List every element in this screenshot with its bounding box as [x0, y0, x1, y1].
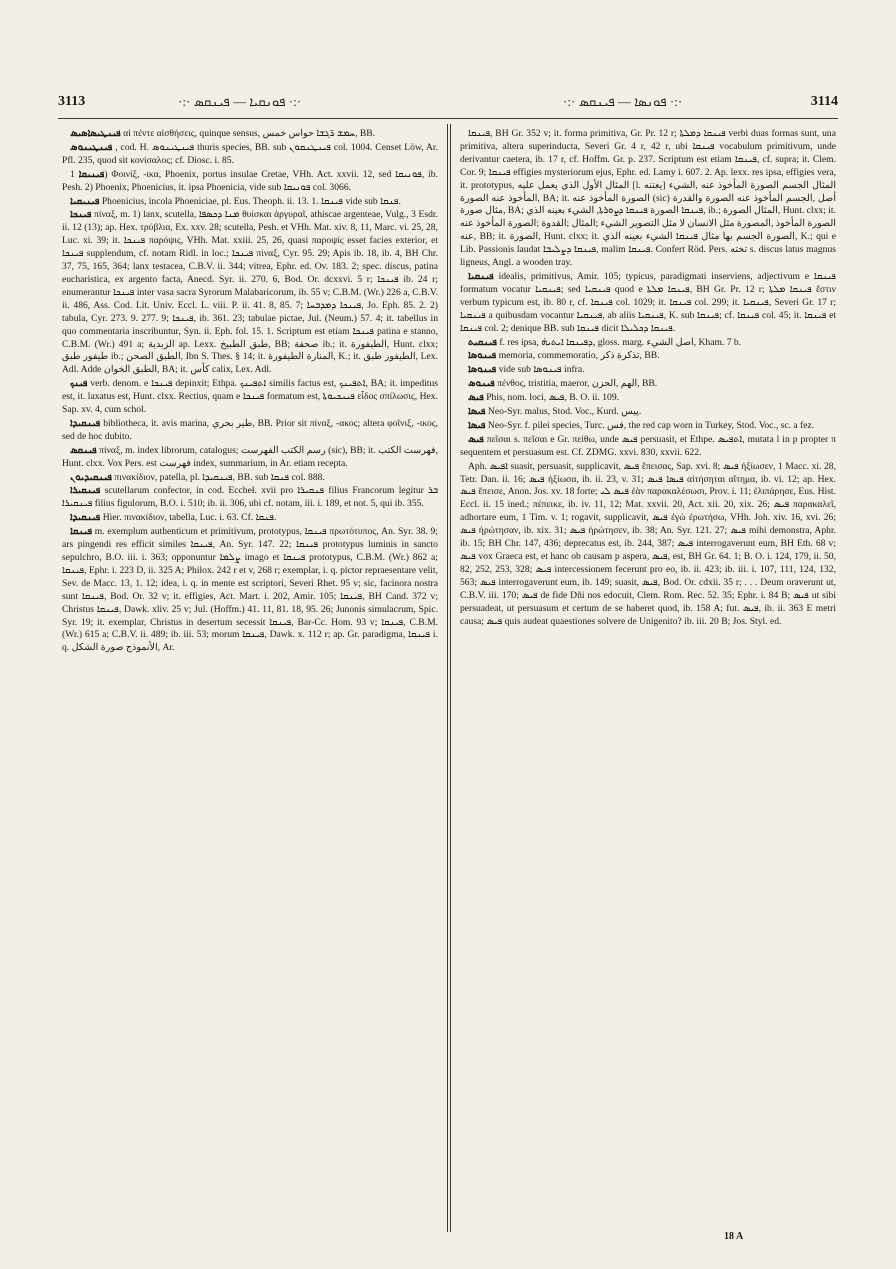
entry-headword: ܦܝܢܟܐ [70, 209, 92, 221]
dictionary-entry [460, 406, 836, 419]
dictionary-entry [460, 420, 836, 433]
entry-text: verb. denom. e ܦܝܢܟܐ depinxit; Ethpa. ܐܬܦܝܢܟ similis factus est, ܐܬܦܝܢܟ, BA; it. impeditus est, it. laxatus est, Hunt. clxx. Rectius, quam e ܦܝܢܟܐ formatum est, ܦܝܢܟܝܘܬܐ εἶδος σπίλωσις, Hex. Sap. xv. 4, cum schol. [62, 378, 438, 416]
dictionary-entry [62, 485, 438, 511]
dictionary-entry [62, 512, 438, 525]
dictionary-entry [62, 445, 438, 471]
signature-mark: 18 A [724, 1231, 744, 1242]
entry-text: Hier. πινακίδιον, tabella, Luc. i. 63. Cf. ܦܢܩܐ. [102, 512, 277, 524]
entry-text: πίναξ, m. 1) lanx, scutella, ܡܢܐ ܕܟܣܦܐ θυίσκαι ἀργυραῖ, athiscae argenteae, Vulg., 3 Esdr. ii. 12 (13); ap. Hex. τρύβλια, Ex. xxv. 28; scutella, Pesh. et VHh. Mat. xiv. 8, 11, Marc. vi. 25, 28, Luc. xi. 39; it. ܦܝܢܟܐ παρόψις, VHh. Mat. xxiii. 25, 26, quasi παροψίς esset facies exterior, et ܦܝܢܟܐ supplendum, cf. notam Ridl. in loc.; ܦܝܢܟܐ πίναξ, Cyr. 95. 29; Apis ib. 18, ib. 4, BH Chr. 37, 75, 165, 364; lanx testacea, C.B.V. ii. 344; vitrea, Ephr. ed. Ov. 183. 2; spec. discus, patina eucharistica, ex argento facta, Anecd. Syr. ii. 270. 6, Bod. Or. dcxxvi. 5 r; ܦܝܢܟܐ ib. 24 r; enumerantur ܦܝܢܟܐ inter vasa sacra Syrorum Malabaricorum, ib. 55 v; C.B.M. (Wr.) 226 a, C.B.V. ii. 486, Ass. Cod. Lit. Univ. Eccl. L. viii. P. ii. 41. 8, 85. 7; ܦܝܢܟܐ ܕܡܕܒܚܐ, Jo. Eph. 85. 2. 2) tabula, Cyr. 273. 9. 277. 9; ܦܝܢܟܐ, ib. 361. 23; tabulae pictae, Jul. (Neum.) 57. 4; it. tabellus in quo commentaria inscribuntur, Syn. ii. Eph. fol. 15. 1. Scriptum est etiam ܦܝܢܟܐ patina e stanno, C.B.M. (Wr.) 491 a; ‏الزبدية‎ ap. Lexx. ‏طبق الطبيخ‎, BB; ‏صحفة‎ ib.; it. ‏الطيفورة‎, Hunt. clxx; ‏طيفور طبق‎ ib.; ‏الطبق الصحن‎, Ibn S. Thes. § 14; it. ‏المنارة الطيفورة‎, K.; it. ‏الطيفور طبق‎, Lex. Adl. Adde ‏الطبق الخوان‎, BA; it. ‏كأس calix‎, Lex. Adl. [62, 209, 438, 376]
left-column [62, 128, 438, 1248]
running-head-left: ·:· ܦܘܢܩܝܐ — ܦܝܢܩܣ ·:· [178, 94, 302, 109]
entry-headword: ܦܝܢܩܝܕܝܘܢ [70, 471, 113, 483]
dictionary-entry [460, 128, 836, 270]
entry-headword: ܦܝܢܩܝܪܐ [70, 485, 101, 497]
entry-text: πίναξ, m. index librorum, catalogus; ‏رسم الكتب الفهرست‎ (sic), BB; it. ‏فهرست الكتب‎, Hunt. clxx. Vox Pers. est ‏فهرست‎ index, summarium, in Ar. etiam recepta. [62, 444, 438, 469]
entry-headword: ܦܝܣܐ [468, 419, 486, 431]
right-column [460, 128, 836, 1248]
entry-text: , cod. H. ܦܝܢܛܝܢܘܣ thuris species, BB. sub ܦܝܢܛܢܩܘܢ col. 1004. Censet Löw, Ar. Pfl. 235, quod sit κονίσαλος; cf. Diosc. i. 85. [62, 141, 438, 166]
entry-text: vide sub ܦܝܢܘܣܐ infra. [498, 364, 585, 376]
entry-headword: ܦܝܢܛܝܣܐܣܝܣ [70, 128, 121, 139]
page-number-right: 3114 [810, 94, 838, 109]
entry-headword: ܦܝܢܛܝܢܘܣ [70, 141, 113, 153]
page-header [58, 94, 838, 116]
dictionary-entry [62, 128, 438, 141]
entry-text: m. exemplum authenticum et primitivum, prototypus, ܦܝܢܩܐ πρωτότυπος, An. Syr. 38. 9; ars pingendi res efficit similes ܦܝܢܩܐ, An. Syr. 147. 22; ܦܝܢܩܐ prototypus luminis in sancto sepulchro, B.O. iii. i. 363; opponuntur ܨܠܡܐ imago et ܦܝܢܩܐ prototypus, C.B.M. (Wr.) 862 a; ܦܝܢܩܐ, Ephr. i. 223 D, ii. 325 A; Philox. 242 r et v, 268 r; exemplar, i. q. pictor repraesentare velit, Sev. de Macc. 13, 1. 12; idea, i. q. in mente est scriptori, Severi Rhet. 95 v; sic, facinora nostra sunt ܦܝܢܩܐ, Bod. Or. 32 v; it. effigies, Act. Mart. i. 202, Amir. 105; ܦܝܢܩܐ, BH Cand. 372 v; Christus ܦܝܢܩܐ, Dawk. xliv. 25 v; Jul. (Hoffm.) 41. 11, 81. 18, 95. 26; Junonis simulacrum, Spic. Syr. 19; it. exemplar, Christus in desertum secessit ܦܝܢܩܐ, Bar-Cc. Hom. 93 v; ܦܝܢܩܐ, C.B.M. (Wr.) 615 a; C.B.V. ii. 489; ib. iii. 53; morum ܦܝܢܩܐ, Dawk. x. 112 r; ap. Gr. paradigma, ܦܝܢܩܐ i. q. ‏الأنموذج صورة الشكل‎, Ar. [62, 526, 438, 654]
entry-headword: ܦܝܢܩܣ [70, 444, 97, 456]
entry-headword: ܦܝܣ [468, 392, 484, 404]
entry-text: πεῖσαι s. πεῖσαι e Gr. πείθω, unde ܦܝܣ persuasit, et Ethpe. ܐܬܦܝܣ, mutata l in p propter π sequentem et persuasum est. Cf. ZDMG. xxvi. 830, xxvii. 622. [460, 433, 836, 458]
dictionary-entry [460, 350, 836, 363]
entry-text: Aph. ܐܦܝܣ suasit, persuasit, supplicavit, ܦܝܣ ἔπεισας, Sap. xvi. 8; ܦܝܣ ἠξίωσεν, 1 Macc. xi. 28, Tetr. Dan. ii. 16; ܦܝܣ ἠξίωσα, ib. ii. 23, v. 31; ܦܝܣܐ ܦܝܣ αἰτήσηται αἴτημα, ib. vi. 12; ap. Hex. ܦܝܣ ἔπεισε, Anon. Jos. xv. 18 forte; ܦܝܣ ܠܝ ἐὰν παρακαλέσωσι, Prov. i. 11; ἐλιπάρησε, Eus. Hist. Eccl. ii. 15 ined.; πέπεικε, ib. iv. 11, 12; Mat. xxvii. 20, Act. xii. 20, xix. 26; ܦܝܣ παρακαλεῖ, adhortare eum, 1 Tim. v. 1; rogavit, supplicavit, ܦܝܣ ἐγὼ ἐρωτήσω, VHh. Joh. xiv. 16, xvi. 26; ܦܝܣ ἠρώτησαν, ib. xix. 31; ܦܝܣ ἠρώτησεν, ib. 38; An. Syr. 121. 27; ܦܝܣ mihi demonstra, Aphr. ib. 15; BH Chr. 147, 436; deprecatus est, ib. 244, 387; ܦܝܣ interrogaverunt eum, BH Eth. 68 v; ܦܝܣ vox Graeca est, et hanc ob causam p aspera, ܦܝܣ, est, BH Gr. 64. 1; B. O. i. 124, 179, ii. 50, 82, 252, 253, 328; ܦܝܣ intercessionem fecerunt pro eo, ib. ii. 423; ib. iii. i. 107, 111, 124, 132, 563; ܦܝܣ interrogaverunt eum, ib. 149; suasit, ܦܝܣ, Bod. Or. cdxii. 35 r; . . . Deum oraverunt ut, C.B.V. iii. 170; ܦܝܣ de fide Dñi nos edocuit, Clem. Rom. Rec. 52. 35; Ephr. i. 84 B; ܦܝܣ ut sibi persuadeat, ut persuasum et certum de se haberet quod, ib. 158 A; fut. ܦܝܣ, ib. ii. 363 E metri causa; ܦܝܣ quis audeat quaestiones solvere de Unigenito? ib. iii. 20 B; Jos. Styl. ed. [460, 460, 836, 627]
entry-headword: ܦܝܢܩܝܬ [468, 336, 497, 348]
dictionary-entry [62, 378, 438, 417]
entry-text: 1) Φοινίξ, -ικα, Phoenix, portus insulae Cretae, VHh. Act. xxvii. 12, sed ܦܘܢܝܩܐ, ib. Pesh. 2) Phoenix, Phoenicius, it. ipsa Phoenicia, vide sub ܦܘܢܝܩܐ col. 3066. [62, 168, 438, 193]
entry-headword: ܦܝܢܩܝܕܐ [70, 512, 101, 524]
entry-text: Neo-Syr. f. pilei species, Turc. ‏فس‎, the red cap worn in Turkey, Stod. Voc., sc. a fez. [487, 419, 815, 431]
entry-text: Neo-Syr. malus, Stod. Voc., Kurd. ‏پیس‎. [487, 406, 642, 418]
entry-headword: ܦܝܢܘܣ [468, 378, 495, 390]
entry-headword: ܦܝܢܩܐ [70, 526, 93, 538]
dictionary-entry [460, 378, 836, 391]
entry-headword: ܦܝܢܘܣܐ [468, 364, 497, 376]
dictionary-entry [62, 526, 438, 655]
dictionary-entry [62, 418, 438, 444]
column-divider [450, 124, 451, 1232]
dictionary-entry [460, 461, 836, 629]
entry-headword: ܦܝܢܘܣܐ [468, 350, 497, 362]
column-divider [447, 124, 448, 1232]
entry-text: scutellarum confector, in cod. Eccheł. xvii pro ܦܢܩܝܪܐ filius Francorum legitur ܒܪ ܦܝܢܩܝܪܐ filius figulorum, B.O. i. 510; ib. ii. 306, ubi cf. notam, iii. i. 189, et not. 5, qui ib. 355. [62, 485, 438, 510]
entry-text: πινακίδιον, patella, pl. ܦܝܢܩܝܕܐ, BB. sub ܦܢܩܐ col. 888. [114, 471, 325, 483]
dictionary-entry [62, 209, 438, 377]
entry-text: f. res ipsa, ܕܦܝܢܩܐ ܐܝܬܝܗ̇, gloss. marg. ‏اصل الشيء‎, Kham. 7 b. [499, 336, 742, 348]
entry-text: Phoenicius, incola Phoeniciae, pl. Eus. Theoph. ii. 13. 1. ܦܝܢܩܐ vide sub ܦܢܩܐ. [101, 195, 401, 207]
entry-headword: ܦܝܣܐ [468, 406, 486, 418]
dictionary-entry [460, 392, 836, 405]
entry-headword: ܦܝܣ [468, 433, 484, 445]
entry-headword: ܦܝܢܩܝܐ [468, 270, 494, 282]
running-head-right: ·:· ܦܘܢܣܐ — ܦܝܢܩܣ ·:· [563, 94, 683, 109]
entry-text: bibliotheca, it. avis marina, ‏طير بحري‎, BB. Prior sit πίναξ, -ακος; altera φοῖνιξ, -ικος, sed de hoc dubito. [62, 417, 438, 442]
dictionary-entry [460, 337, 836, 350]
entry-text: ܦܝܢܩܐ, BH Gr. 352 v; it. forma primitiva, Gr. Pr. 12 r; ܦܝܢܩܐ ܕܡܠܬܐ verbi duas formas sunt, una primitiva, altera superinducta, Severi Gr. 4 r, 42 r, ubi ܦܝܢܩܐ vocabulum primitivum, unde derivantur caetera, ib. 17 r, cf. Hoffm. Gr. p. 237. Scriptum est etiam ܦܝܢܩܐ, cf. supra; it. Clem. Cor. 9; ܦܝܢܩܐ effigies mysteriorum ejus, Ephr. ed. Lamy i. 607. 2. Ap. lexx. res ipsa, effigies vera, it. prototypus, ‏المثال الأول الذي يعمل عليه‎ [l. ‏يعتنه‎] ‏الشيء‎, ‏الصورة المأخوذ عنه‎ ‏المثال الجسم المأخوذ عنه الصورة‎, BA; it. ‏الصورة المأخوذ عنه‎ (sic) ‏الجسم المأخوذ عنه الصورة والقدرة‎, ‏أصل مثال صورة‎, BA; ܦܝܢܩܐ ܕܨܘܪܬܐ, ‏الشيء بعينه الذي‎ ܦܝܢܩܐ ‏الصورة‎, ib.; ‏المثال الصورة‎, Hunt. clxx; it. ‏الصورة المأخوذ عنه‎; ‏القدوة‎; ‏المثال‎; ‏الشيء‎ ‏المصورة مثل الانسان لا مثل التصوير‎, ‏الصورة المأخوذ عنه‎, BB; it. ‏الصورة‎, Hunt. clxx; it. ܦܝܢܩܐ ‏الشيء بعينه الذي‎ ‏الصورة الجسم بها مثال‎, K.; qui e Lib. Passionis laudat ܦܝܢܩܐ ܕܨܠܝܒܐ, malim ܦܝܢܩܐ. Confert Röd. Pers. ‏تخته‎ s. discus latus magnus ligneus, Angl. a wooden tray. [460, 128, 836, 269]
dictionary-entry [62, 196, 438, 209]
entry-text: memoria, commemoratio, ‏تذكرة ذكر‎, BB. [498, 350, 660, 362]
entry-headword: ܦܝܢܟ [70, 378, 88, 390]
dictionary-entry [62, 142, 438, 168]
entry-text: πένθος, tristitia, maeror, ‏الحزن‎, ‏الهم‎, BB. [497, 378, 658, 390]
dictionary-entry [460, 271, 836, 336]
entry-headword: ܦܝܢܝܩܝܐ [70, 195, 100, 207]
header-rule [58, 118, 838, 119]
entry-headword: ܦܝܢܝܩܐ [78, 168, 105, 180]
dictionary-entry [460, 434, 836, 460]
entry-text: Phis, nom. loci, ܦܝܣ, B. O. ii. 109. [486, 392, 620, 404]
dictionary-entry [62, 169, 438, 195]
dictionary-entry [62, 472, 438, 485]
entry-headword: ܦܝܢܩܝܕܐ [70, 417, 101, 429]
entry-text: αἱ πέντε αἰσθήσεις, quinque sensus, ܚܡܫ ܪ̈ܓܫܐ ‏حواس خمس‎, BB. [123, 128, 376, 139]
page-number-left: 3113 [58, 94, 86, 109]
dictionary-entry [460, 364, 836, 377]
entry-text: idealis, primitivus, Amir. 105; typicus, paradigmati inserviens, adjectivum e ܦܝܢܩܐ formatum vocatur ܦܝܢܩܝܐ; sed ܦܝܢܩܝܐ quod e ܦܝܢܩܐ ܡܠܬܐ, BH Gr. Pr. 12 r; ܦܝܢܩܐ ܡܠܬܐ ἔστιν verbum typicum est, ib. 80 r, cf. ܦܝܢܩܐ col. 1029; it. ܦܝܢܩܐ col. 299; it. ܦܝܢܩܝܐ, Severi Gr. 17 r; ܦܝܢܩܝܐ a quibusdam vocantur ܦܝܢܩܝܐ, ab aliis ܦܝܢܩܝܐ, K. sub ܦܝܢܩܐ; cf. ܦܝܢܩܐ col. 45; it. ܦܝܢܩܐ et ܦܝܢܩܐ col. 2; denique BB. sub ܦܝܢܩܐ dicit ܦܝܢܩܐ ܕܟܠܝܠܐ. [460, 270, 836, 334]
